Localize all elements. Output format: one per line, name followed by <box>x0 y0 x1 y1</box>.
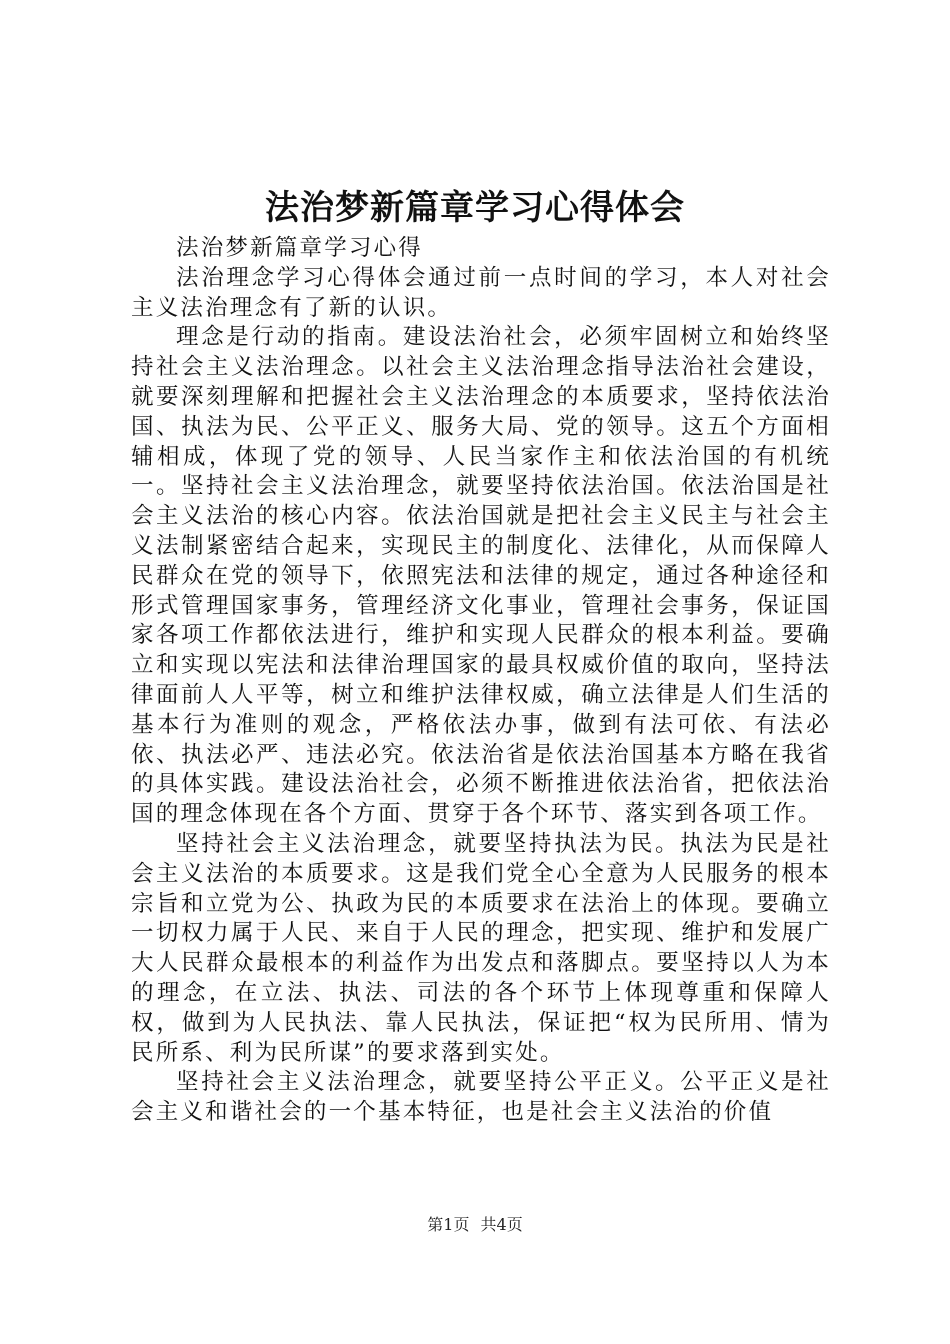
paragraph: 法治梦新篇章学习心得 <box>176 235 424 261</box>
paragraph: 坚持社会主义法治理念，就要坚持公平正义。公平正义是社会主义和谐社会的一个基本特征，也是社会主义法治的价值 <box>131 1069 831 1126</box>
paragraph: 理念是行动的指南。建设法治社会，必须牢固树立和始终坚持社会主义法治理念。以社会主义法治理念指导法治社会建设，就要深刻理解和把握社会主义法治理念的本质要求，坚持依法治国、执法为民、公平正义、服务大局、党的领导。这五个方面相辅相成，体现了党的领导、人民当家作主和依法治国的有机统一。坚持社会主义法治理念，就要坚持依法治国。依法治国是社会主义法治的核心内容。依法治国就是把社会主义民主与社会主义法制紧密结合起来，实现民主的制度化、法律化，从而保障人民群众在党的领导下，依照宪法和法律的规定，通过各种途径和形式管理国家事务，管理经济文化事业，管理社会事务，保证国家各项工作都依法进行，维护和实现人民群众的根本利益。要确立和实现以宪法和法律治理国家的最具权威价值的取向，坚持法律面前人人平等，树立和维护法律权威，确立法律是人们生活的基本行为准则的观念，严格依法办事，做到有法可依、有法必依、执法必严、违法必究。依法治省是依法治国基本方略在我省的具体实践。建设法治社会，必须不断推进依法治省，把依法治国的理念体现在各个方面、贯穿于各个环节、落实到各项工作。 <box>131 324 831 828</box>
page-number: 第1页 <box>427 1215 470 1234</box>
paragraph: 坚持社会主义法治理念，就要坚持执法为民。执法为民是社会主义法治的本质要求。这是我们党全心全意为人民服务的根本宗旨和立党为公、执政为民的本质要求在法治上的体现。要确立一切权力属于人民、来自于人民的理念，把实现、维护和发展广大人民群众最根本的利益作为出发点和落脚点。要坚持以人为本的理念，在立法、执法、司法的各个环节上体现尊重和保障人权，做到为人民执法、靠人民执法，保证把“权为民所用、情为民所系、利为民所谋”的要求落到实处。 <box>131 830 831 1066</box>
document-body <box>131 234 831 1128</box>
paragraph: 法治理念学习心得体会通过前一点时间的学习，本人对社会主义法治理念有了新的认识。 <box>131 264 831 321</box>
page-footer <box>0 1214 950 1236</box>
page-total: 共4页 <box>480 1215 523 1234</box>
document-title: 法治梦新篇章学习心得体会 <box>265 188 685 228</box>
